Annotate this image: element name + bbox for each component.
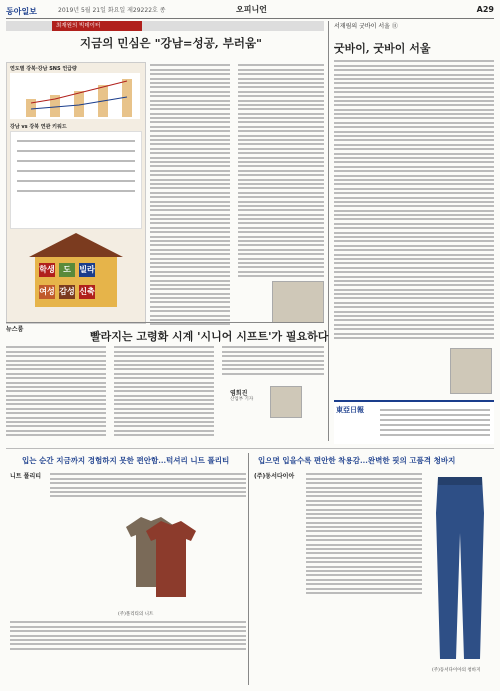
publisher-box (334, 400, 494, 444)
ad-right-headline: 입으면 입을수록 편안한 착용감...완벽한 핏의 고품격 청바지 (258, 456, 456, 465)
right-column-title: 굿바이, 굿바이 서울 (334, 42, 431, 55)
newspaper-logo: 동아일보 (6, 6, 37, 16)
house-word-4: 여성 (39, 285, 55, 299)
ad-right-text (306, 471, 422, 596)
ad-left-company: 니트 폴리티 (10, 473, 42, 480)
ad-right-company: (주)동서다이아 (254, 473, 295, 480)
article-1-column-2 (238, 62, 324, 320)
ad-left-body (10, 619, 246, 652)
graphic-title-2: 강남 vs 강북 연관 키워드 (10, 124, 67, 130)
house-graphic (29, 233, 123, 307)
author-signature: 염희진 (230, 390, 248, 397)
house-word-5: 감성 (59, 285, 75, 299)
second-headline: 빨라지는 고령화 시계 '시니어 시프트'가 필요하다 (90, 330, 329, 343)
infographic (6, 62, 146, 324)
section-title: 오피니언 (236, 5, 267, 14)
column-tag-bar (6, 21, 324, 31)
page-number: A29 (476, 5, 494, 14)
article-2-column-3 (222, 344, 324, 384)
ad-left-headline: 입는 순간 지금까지 경험하지 못한 편안함...턱셔리 니트 폴리티 (22, 456, 230, 465)
article-2-column-1 (6, 344, 106, 440)
author-photo-2 (270, 386, 302, 418)
author-photo-3 (450, 348, 492, 394)
author-title: 산업부 기자 (230, 397, 254, 402)
keyword-table (10, 131, 142, 229)
ad-right-caption: (주)동서다이아의 청바지 (432, 668, 481, 673)
section-divider (6, 322, 324, 323)
house-word-3: 빌라 (79, 263, 95, 277)
column-divider (328, 21, 329, 441)
knit-sweaters-image (116, 507, 206, 607)
right-column-body (334, 58, 494, 338)
house-word-2: 도 (59, 263, 75, 277)
article-2-column-2 (114, 344, 214, 440)
column-tag: 최재원의 빅데이터 (52, 21, 142, 31)
line-graph (10, 73, 140, 119)
issue-date: 2019년 5월 21일 화요일 제29222호 종 (58, 7, 166, 14)
article-1-column-1 (150, 62, 230, 320)
author-photo (272, 281, 324, 323)
house-word-6: 신축 (79, 285, 95, 299)
main-headline: 지금의 민심은 "강남=성공, 부러움" (80, 36, 263, 50)
publisher-logo: 東亞日報 (336, 405, 364, 414)
jeans-image (430, 473, 490, 663)
ad-left-text (50, 471, 246, 500)
graphic-title: 연도별 강북·강남 SNS 언급량 (10, 66, 77, 72)
ad-divider (248, 453, 249, 685)
ad-left-caption: (주)폴리티의 니트 (118, 612, 154, 617)
masthead (6, 4, 494, 19)
house-word-1: 학생 (39, 263, 55, 277)
advertisement-section (6, 448, 494, 689)
news-label: 뉴스룸 (6, 326, 24, 333)
right-column-tag: 서재림의 굿바이 서울 ⑪ (334, 23, 398, 30)
